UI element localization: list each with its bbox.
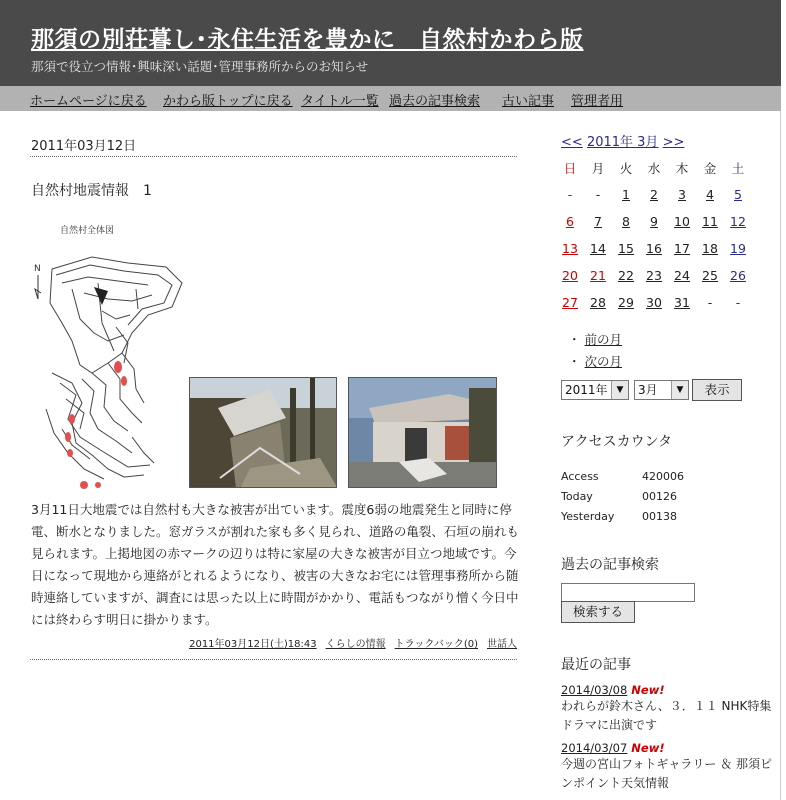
calendar-header (561, 131, 684, 150)
nav-title-list-link[interactable]: タイトル一覧 (301, 94, 379, 109)
calendar-prev-link[interactable]: << (561, 135, 583, 150)
calendar-day[interactable]: 6 (566, 214, 574, 229)
calendar-week-row (556, 289, 752, 316)
weekday-wed: 水 (647, 160, 661, 176)
entry-posted-link[interactable]: 2011年03月12日(土)18:43 (189, 639, 317, 650)
prev-month-link[interactable]: 前の月 (584, 332, 623, 347)
calendar-day[interactable]: 26 (730, 268, 746, 283)
calendar-empty-day: - (707, 295, 713, 310)
recent-item-title[interactable]: われらが鈴木さん、３．１１ NHK特集ドラマに出演です (561, 699, 772, 732)
recent-item-date-row (561, 683, 776, 697)
entry-body: 3月11日大地震では自然村も大きな被害が出ています。震度6弱の地震発生と同時に停電、断水となりました。窓ガラスが割れた家も多く見られ、道路の亀裂、石垣の崩れも見られます。上掲地図の赤マークの辺りは特に家屋の大きな被害が目立つ地域です。今日になって現地から連絡がとれるようになり、被害の大きなお宅には管理事務所から随時連絡していますが、調査には思った以上に時間がかかり、電話もつながり憎く今日中には終わらす明日に掛かります。 (31, 502, 519, 627)
access-row (561, 487, 677, 507)
access-label: Today (561, 490, 593, 503)
weekday-thu: 木 (675, 160, 689, 176)
nav-admin-link[interactable]: 管理者用 (571, 94, 624, 109)
access-value: 420006 (642, 470, 684, 483)
nav-old-articles-link[interactable]: 古い記事 (502, 94, 555, 109)
nav-kawaraban-top-link[interactable]: かわら版トップに戻る (163, 94, 293, 109)
new-badge: New! (631, 741, 665, 755)
calendar-day[interactable]: 3 (678, 187, 686, 202)
damage-photo-1-drawing (190, 378, 337, 488)
weekday-mon: 月 (591, 160, 605, 176)
damage-photo-2-drawing (349, 378, 497, 488)
calendar-day[interactable]: 17 (674, 241, 690, 256)
map-caption: 自然村全体図 (60, 226, 115, 236)
calendar-day[interactable]: 31 (674, 295, 690, 310)
recent-heading: 最近の記事 (561, 657, 631, 673)
calendar-day[interactable]: 5 (734, 187, 742, 202)
chevron-down-icon: ▼ (611, 381, 628, 399)
calendar-day[interactable]: 13 (562, 241, 578, 256)
calendar-day[interactable]: 21 (590, 268, 606, 283)
weekday-fri: 金 (703, 160, 717, 176)
search-button[interactable]: 検索する (561, 601, 635, 623)
access-value: 00138 (642, 510, 677, 523)
calendar-day[interactable]: 2 (650, 187, 658, 202)
map-drawing (32, 223, 184, 491)
month-select[interactable] (634, 380, 689, 400)
weekday-sat: 土 (731, 160, 745, 176)
calendar-day[interactable]: 12 (730, 214, 746, 229)
divider (30, 659, 517, 660)
calendar-day[interactable]: 23 (646, 268, 662, 283)
chevron-down-icon: ▼ (671, 381, 688, 399)
access-row (561, 507, 677, 527)
damage-photo-1[interactable] (189, 377, 337, 488)
calendar-day[interactable]: 28 (590, 295, 606, 310)
year-select[interactable] (561, 380, 629, 400)
recent-item-title[interactable]: 今週の宮山フォトギャラリー ＆ 那須ピンポイント天気情報 (561, 757, 773, 790)
recent-list (561, 683, 776, 799)
entry-author-link[interactable]: 世話人 (487, 639, 517, 650)
month-select-value: 3月 (638, 383, 658, 397)
calendar-day[interactable]: 19 (730, 241, 746, 256)
calendar-empty-day: - (595, 187, 601, 202)
entry-trackback-link[interactable]: トラックバック(0) (394, 639, 478, 650)
search-input[interactable] (561, 583, 695, 602)
weekday-sun: 日 (563, 160, 577, 176)
calendar-week-row (556, 181, 752, 208)
calendar-day[interactable]: 24 (674, 268, 690, 283)
new-badge: New! (631, 683, 665, 697)
calendar-day[interactable]: 9 (650, 214, 658, 229)
calendar-day[interactable]: 14 (590, 241, 606, 256)
search-heading: 過去の記事検索 (561, 557, 659, 573)
access-counter-heading: アクセスカウンタ (561, 434, 673, 450)
calendar-week-row (556, 208, 752, 235)
access-label: Yesterday (561, 510, 615, 523)
entry-meta (189, 635, 517, 650)
next-month-link[interactable]: 次の月 (584, 354, 623, 369)
calendar-day[interactable]: 1 (622, 187, 630, 202)
calendar-day[interactable]: 30 (646, 295, 662, 310)
nav-home-link[interactable]: ホームページに戻る (30, 94, 147, 109)
damage-photo-2[interactable] (348, 377, 497, 488)
calendar-day[interactable]: 11 (702, 214, 718, 229)
month-links (568, 329, 622, 373)
calendar-day[interactable]: 22 (618, 268, 634, 283)
calendar-day[interactable]: 4 (706, 187, 714, 202)
entry-title: 自然村地震情報 1 (31, 183, 152, 199)
entry-category-link[interactable]: くらしの情報 (325, 639, 386, 650)
weekday-tue: 火 (619, 160, 633, 176)
access-value: 00126 (642, 490, 677, 503)
calendar-empty-day: - (567, 187, 573, 202)
calendar-day[interactable]: 10 (674, 214, 690, 229)
calendar-day[interactable]: 15 (618, 241, 634, 256)
calendar-show-button[interactable]: 表示 (692, 379, 742, 401)
bullet: ・ (568, 354, 581, 369)
site-header (0, 0, 781, 86)
calendar-day[interactable]: 16 (646, 241, 662, 256)
access-label: Access (561, 470, 599, 483)
svg-text:N: N (34, 264, 41, 274)
calendar-day[interactable]: 20 (562, 268, 578, 283)
calendar-next-link[interactable]: >> (662, 135, 685, 150)
recent-item-date-row (561, 741, 776, 755)
calendar-day[interactable]: 25 (702, 268, 718, 283)
calendar-table (556, 154, 752, 316)
calendar-month-link[interactable]: 2011年 3月 (586, 135, 659, 150)
main-area (0, 111, 781, 800)
year-select-value: 2011年 (565, 383, 608, 397)
calendar-day[interactable]: 7 (594, 214, 602, 229)
recent-item-date[interactable]: 2014/03/08 (561, 683, 628, 697)
recent-item-date[interactable]: 2014/03/07 (561, 741, 628, 755)
site-subtitle: 那須で役立つ情報･興味深い話題･管理事務所からのお知らせ (31, 59, 369, 74)
calendar-week-row (556, 262, 752, 289)
calendar-day[interactable]: 8 (622, 214, 630, 229)
calendar-empty-day: - (735, 295, 741, 310)
divider (30, 156, 517, 157)
bullet: ・ (568, 332, 581, 347)
calendar-weekday-row (556, 154, 752, 181)
calendar-week-row (556, 235, 752, 262)
nav-archive-search-link[interactable]: 過去の記事検索 (389, 94, 481, 109)
site-title[interactable]: 那須の別荘暮し･永住生活を豊かに 自然村かわら版 (31, 27, 584, 53)
nav-bar (0, 86, 781, 111)
calendar-day[interactable]: 29 (618, 295, 634, 310)
village-map-image[interactable] (32, 223, 184, 491)
access-row (561, 467, 684, 487)
calendar-day[interactable]: 27 (562, 295, 578, 310)
calendar-day[interactable]: 18 (702, 241, 718, 256)
entry-date-heading: 2011年03月12日 (31, 139, 137, 154)
access-counter (561, 467, 684, 527)
